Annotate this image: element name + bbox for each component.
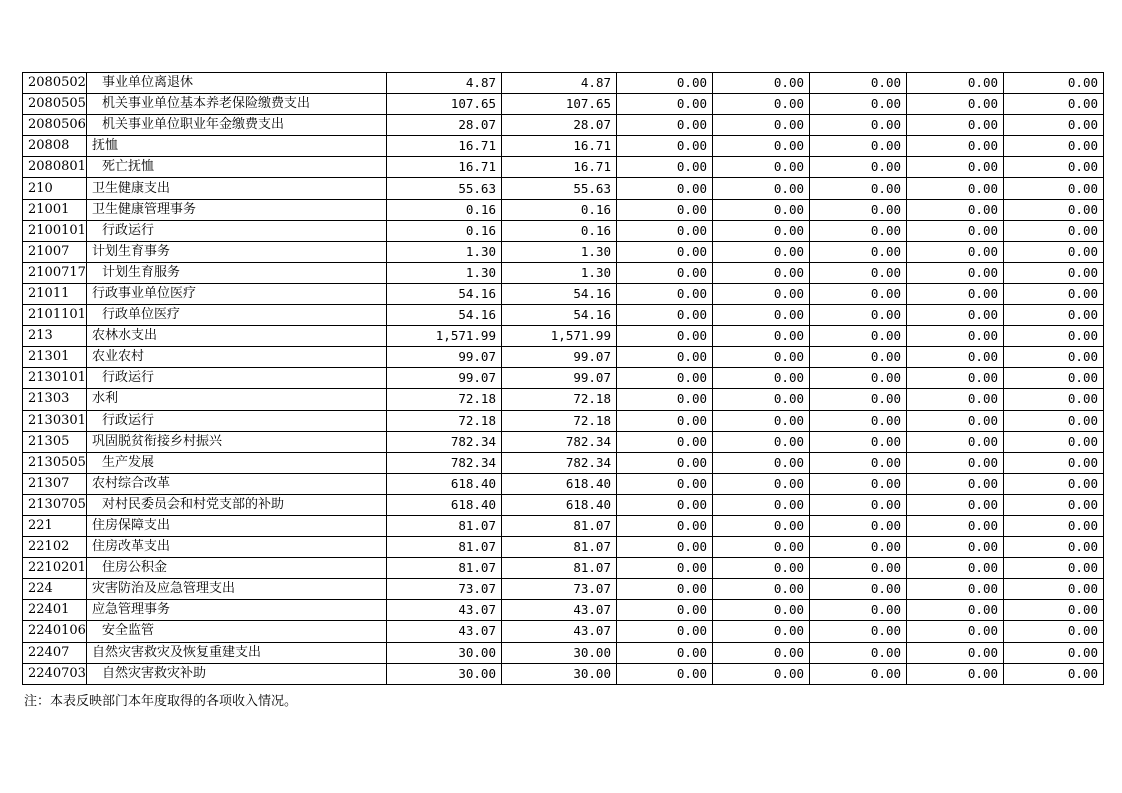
table-row	[23, 241, 1104, 262]
subject-name-cell: 住房改革支出	[87, 537, 387, 558]
table-row	[23, 600, 1104, 621]
subject-code-cell: 224	[23, 579, 87, 600]
fiscal-allocation-cell: 0.16	[502, 199, 617, 220]
col6-amount-cell: 0.00	[907, 579, 1004, 600]
total-amount-cell: 54.16	[387, 283, 502, 304]
total-amount-cell: 4.87	[387, 73, 502, 94]
table-row	[23, 136, 1104, 157]
fiscal-allocation-cell: 73.07	[502, 579, 617, 600]
col4-amount-cell: 0.00	[713, 157, 810, 178]
col4-amount-cell: 0.00	[713, 579, 810, 600]
subject-code-cell: 21307	[23, 473, 87, 494]
subject-code-cell: 213	[23, 326, 87, 347]
subject-name-cell: 机关事业单位基本养老保险缴费支出	[87, 94, 387, 115]
col5-amount-cell: 0.00	[810, 368, 907, 389]
fiscal-allocation-cell: 1,571.99	[502, 326, 617, 347]
col5-amount-cell: 0.00	[810, 220, 907, 241]
subject-name-cell: 事业单位离退休	[87, 73, 387, 94]
col6-amount-cell: 0.00	[907, 262, 1004, 283]
col7-amount-cell: 0.00	[1004, 178, 1104, 199]
table-row	[23, 157, 1104, 178]
col7-amount-cell: 0.00	[1004, 579, 1104, 600]
table-row	[23, 73, 1104, 94]
col7-amount-cell: 0.00	[1004, 283, 1104, 304]
total-amount-cell: 618.40	[387, 473, 502, 494]
col3-amount-cell: 0.00	[617, 178, 713, 199]
col4-amount-cell: 0.00	[713, 283, 810, 304]
subject-code-cell: 21007	[23, 241, 87, 262]
col6-amount-cell: 0.00	[907, 642, 1004, 663]
col5-amount-cell: 0.00	[810, 537, 907, 558]
total-amount-cell: 30.00	[387, 663, 502, 684]
table-row	[23, 283, 1104, 304]
total-amount-cell: 0.16	[387, 199, 502, 220]
table-row	[23, 473, 1104, 494]
subject-name-cell: 行政运行	[87, 220, 387, 241]
col6-amount-cell: 0.00	[907, 452, 1004, 473]
subject-name-cell: 自然灾害救灾补助	[87, 663, 387, 684]
col5-amount-cell: 0.00	[810, 410, 907, 431]
table-row	[23, 94, 1104, 115]
subject-name-cell: 水利	[87, 389, 387, 410]
col5-amount-cell: 0.00	[810, 199, 907, 220]
col5-amount-cell: 0.00	[810, 326, 907, 347]
col5-amount-cell: 0.00	[810, 283, 907, 304]
col3-amount-cell: 0.00	[617, 600, 713, 621]
total-amount-cell: 43.07	[387, 600, 502, 621]
col7-amount-cell: 0.00	[1004, 642, 1104, 663]
subject-code-cell: 210	[23, 178, 87, 199]
col6-amount-cell: 0.00	[907, 621, 1004, 642]
col3-amount-cell: 0.00	[617, 473, 713, 494]
total-amount-cell: 16.71	[387, 136, 502, 157]
col6-amount-cell: 0.00	[907, 558, 1004, 579]
fiscal-allocation-cell: 782.34	[502, 452, 617, 473]
col3-amount-cell: 0.00	[617, 389, 713, 410]
fiscal-allocation-cell: 43.07	[502, 600, 617, 621]
subject-code-cell: 21305	[23, 431, 87, 452]
col4-amount-cell: 0.00	[713, 262, 810, 283]
col7-amount-cell: 0.00	[1004, 136, 1104, 157]
fiscal-allocation-cell: 43.07	[502, 621, 617, 642]
col5-amount-cell: 0.00	[810, 157, 907, 178]
subject-name-cell: 死亡抚恤	[87, 157, 387, 178]
total-amount-cell: 55.63	[387, 178, 502, 199]
col6-amount-cell: 0.00	[907, 220, 1004, 241]
fiscal-allocation-cell: 30.00	[502, 642, 617, 663]
table-row	[23, 515, 1104, 536]
col7-amount-cell: 0.00	[1004, 389, 1104, 410]
fiscal-allocation-cell: 28.07	[502, 115, 617, 136]
col6-amount-cell: 0.00	[907, 431, 1004, 452]
subject-name-cell: 住房公积金	[87, 558, 387, 579]
col4-amount-cell: 0.00	[713, 199, 810, 220]
col7-amount-cell: 0.00	[1004, 473, 1104, 494]
col5-amount-cell: 0.00	[810, 262, 907, 283]
table-row	[23, 262, 1104, 283]
fiscal-allocation-cell: 54.16	[502, 283, 617, 304]
col6-amount-cell: 0.00	[907, 199, 1004, 220]
col7-amount-cell: 0.00	[1004, 241, 1104, 262]
col7-amount-cell: 0.00	[1004, 600, 1104, 621]
fiscal-allocation-cell: 99.07	[502, 368, 617, 389]
total-amount-cell: 81.07	[387, 558, 502, 579]
col3-amount-cell: 0.00	[617, 494, 713, 515]
total-amount-cell: 81.07	[387, 515, 502, 536]
col5-amount-cell: 0.00	[810, 136, 907, 157]
col4-amount-cell: 0.00	[713, 600, 810, 621]
total-amount-cell: 16.71	[387, 157, 502, 178]
col3-amount-cell: 0.00	[617, 663, 713, 684]
col6-amount-cell: 0.00	[907, 115, 1004, 136]
fiscal-allocation-cell: 1.30	[502, 241, 617, 262]
subject-name-cell: 卫生健康支出	[87, 178, 387, 199]
total-amount-cell: 107.65	[387, 94, 502, 115]
col5-amount-cell: 0.00	[810, 600, 907, 621]
col7-amount-cell: 0.00	[1004, 537, 1104, 558]
col4-amount-cell: 0.00	[713, 73, 810, 94]
col3-amount-cell: 0.00	[617, 579, 713, 600]
col4-amount-cell: 0.00	[713, 663, 810, 684]
table-row	[23, 368, 1104, 389]
subject-code-cell: 2130101	[23, 368, 87, 389]
col6-amount-cell: 0.00	[907, 326, 1004, 347]
total-amount-cell: 72.18	[387, 389, 502, 410]
col4-amount-cell: 0.00	[713, 326, 810, 347]
fiscal-allocation-cell: 16.71	[502, 136, 617, 157]
subject-code-cell: 2240703	[23, 663, 87, 684]
subject-code-cell: 2240106	[23, 621, 87, 642]
col7-amount-cell: 0.00	[1004, 452, 1104, 473]
subject-name-cell: 卫生健康管理事务	[87, 199, 387, 220]
subject-name-cell: 巩固脱贫衔接乡村振兴	[87, 431, 387, 452]
col4-amount-cell: 0.00	[713, 136, 810, 157]
col6-amount-cell: 0.00	[907, 94, 1004, 115]
col7-amount-cell: 0.00	[1004, 115, 1104, 136]
col5-amount-cell: 0.00	[810, 241, 907, 262]
table-row	[23, 642, 1104, 663]
table-row	[23, 663, 1104, 684]
col7-amount-cell: 0.00	[1004, 494, 1104, 515]
col6-amount-cell: 0.00	[907, 283, 1004, 304]
subject-name-cell: 行政单位医疗	[87, 305, 387, 326]
col3-amount-cell: 0.00	[617, 199, 713, 220]
col7-amount-cell: 0.00	[1004, 262, 1104, 283]
subject-code-cell: 21301	[23, 347, 87, 368]
col4-amount-cell: 0.00	[713, 642, 810, 663]
subject-code-cell: 21303	[23, 389, 87, 410]
subject-name-cell: 灾害防治及应急管理支出	[87, 579, 387, 600]
col4-amount-cell: 0.00	[713, 220, 810, 241]
table-footnote: 注：本表反映部门本年度取得的各项收入情况。	[24, 694, 298, 709]
table-row	[23, 537, 1104, 558]
col6-amount-cell: 0.00	[907, 157, 1004, 178]
col5-amount-cell: 0.00	[810, 452, 907, 473]
col4-amount-cell: 0.00	[713, 368, 810, 389]
col7-amount-cell: 0.00	[1004, 515, 1104, 536]
col5-amount-cell: 0.00	[810, 663, 907, 684]
total-amount-cell: 54.16	[387, 305, 502, 326]
fiscal-allocation-cell: 107.65	[502, 94, 617, 115]
table-row	[23, 431, 1104, 452]
col6-amount-cell: 0.00	[907, 347, 1004, 368]
table-row	[23, 326, 1104, 347]
subject-name-cell: 自然灾害救灾及恢复重建支出	[87, 642, 387, 663]
subject-code-cell: 2101101	[23, 305, 87, 326]
subject-code-cell: 2080506	[23, 115, 87, 136]
table-body	[23, 73, 1104, 685]
subject-code-cell: 2130705	[23, 494, 87, 515]
budget-table	[22, 72, 1104, 685]
total-amount-cell: 73.07	[387, 579, 502, 600]
col3-amount-cell: 0.00	[617, 326, 713, 347]
col5-amount-cell: 0.00	[810, 579, 907, 600]
col4-amount-cell: 0.00	[713, 410, 810, 431]
col5-amount-cell: 0.00	[810, 494, 907, 515]
col4-amount-cell: 0.00	[713, 515, 810, 536]
subject-name-cell: 住房保障支出	[87, 515, 387, 536]
col3-amount-cell: 0.00	[617, 431, 713, 452]
subject-code-cell: 221	[23, 515, 87, 536]
total-amount-cell: 28.07	[387, 115, 502, 136]
col3-amount-cell: 0.00	[617, 537, 713, 558]
col7-amount-cell: 0.00	[1004, 431, 1104, 452]
col5-amount-cell: 0.00	[810, 473, 907, 494]
subject-code-cell: 22401	[23, 600, 87, 621]
col5-amount-cell: 0.00	[810, 115, 907, 136]
fiscal-allocation-cell: 618.40	[502, 473, 617, 494]
col3-amount-cell: 0.00	[617, 157, 713, 178]
col6-amount-cell: 0.00	[907, 473, 1004, 494]
table-row	[23, 115, 1104, 136]
col3-amount-cell: 0.00	[617, 515, 713, 536]
table-row	[23, 410, 1104, 431]
col5-amount-cell: 0.00	[810, 347, 907, 368]
col4-amount-cell: 0.00	[713, 431, 810, 452]
col3-amount-cell: 0.00	[617, 283, 713, 304]
col6-amount-cell: 0.00	[907, 537, 1004, 558]
subject-code-cell: 2130301	[23, 410, 87, 431]
col3-amount-cell: 0.00	[617, 262, 713, 283]
col7-amount-cell: 0.00	[1004, 199, 1104, 220]
total-amount-cell: 81.07	[387, 537, 502, 558]
total-amount-cell: 30.00	[387, 642, 502, 663]
total-amount-cell: 1.30	[387, 262, 502, 283]
subject-code-cell: 2080801	[23, 157, 87, 178]
subject-name-cell: 农林水支出	[87, 326, 387, 347]
col7-amount-cell: 0.00	[1004, 368, 1104, 389]
col7-amount-cell: 0.00	[1004, 73, 1104, 94]
subject-name-cell: 应急管理事务	[87, 600, 387, 621]
col3-amount-cell: 0.00	[617, 241, 713, 262]
col3-amount-cell: 0.00	[617, 410, 713, 431]
col3-amount-cell: 0.00	[617, 621, 713, 642]
col4-amount-cell: 0.00	[713, 347, 810, 368]
table-row	[23, 178, 1104, 199]
col3-amount-cell: 0.00	[617, 452, 713, 473]
fiscal-allocation-cell: 618.40	[502, 494, 617, 515]
table-row	[23, 305, 1104, 326]
total-amount-cell: 1.30	[387, 241, 502, 262]
col3-amount-cell: 0.00	[617, 136, 713, 157]
col4-amount-cell: 0.00	[713, 558, 810, 579]
subject-name-cell: 对村民委员会和村党支部的补助	[87, 494, 387, 515]
col5-amount-cell: 0.00	[810, 558, 907, 579]
fiscal-allocation-cell: 72.18	[502, 410, 617, 431]
total-amount-cell: 99.07	[387, 347, 502, 368]
total-amount-cell: 72.18	[387, 410, 502, 431]
col6-amount-cell: 0.00	[907, 494, 1004, 515]
subject-code-cell: 20808	[23, 136, 87, 157]
subject-name-cell: 抚恤	[87, 136, 387, 157]
subject-code-cell: 2210201	[23, 558, 87, 579]
col7-amount-cell: 0.00	[1004, 663, 1104, 684]
col4-amount-cell: 0.00	[713, 473, 810, 494]
col7-amount-cell: 0.00	[1004, 621, 1104, 642]
col6-amount-cell: 0.00	[907, 389, 1004, 410]
subject-name-cell: 计划生育事务	[87, 241, 387, 262]
subject-code-cell: 22102	[23, 537, 87, 558]
fiscal-allocation-cell: 72.18	[502, 389, 617, 410]
col4-amount-cell: 0.00	[713, 621, 810, 642]
col4-amount-cell: 0.00	[713, 241, 810, 262]
fiscal-allocation-cell: 99.07	[502, 347, 617, 368]
col5-amount-cell: 0.00	[810, 389, 907, 410]
subject-name-cell: 安全监管	[87, 621, 387, 642]
col4-amount-cell: 0.00	[713, 305, 810, 326]
total-amount-cell: 1,571.99	[387, 326, 502, 347]
fiscal-allocation-cell: 0.16	[502, 220, 617, 241]
col7-amount-cell: 0.00	[1004, 326, 1104, 347]
col6-amount-cell: 0.00	[907, 368, 1004, 389]
fiscal-allocation-cell: 16.71	[502, 157, 617, 178]
col5-amount-cell: 0.00	[810, 621, 907, 642]
col3-amount-cell: 0.00	[617, 115, 713, 136]
fiscal-allocation-cell: 81.07	[502, 515, 617, 536]
subject-code-cell: 2080505	[23, 94, 87, 115]
subject-name-cell: 行政事业单位医疗	[87, 283, 387, 304]
subject-code-cell: 2100717	[23, 262, 87, 283]
table-row	[23, 389, 1104, 410]
col3-amount-cell: 0.00	[617, 368, 713, 389]
fiscal-allocation-cell: 30.00	[502, 663, 617, 684]
fiscal-allocation-cell: 1.30	[502, 262, 617, 283]
col5-amount-cell: 0.00	[810, 178, 907, 199]
col3-amount-cell: 0.00	[617, 642, 713, 663]
subject-code-cell: 2080502	[23, 73, 87, 94]
col7-amount-cell: 0.00	[1004, 347, 1104, 368]
total-amount-cell: 99.07	[387, 368, 502, 389]
total-amount-cell: 618.40	[387, 494, 502, 515]
col3-amount-cell: 0.00	[617, 305, 713, 326]
col6-amount-cell: 0.00	[907, 305, 1004, 326]
col6-amount-cell: 0.00	[907, 178, 1004, 199]
subject-name-cell: 机关事业单位职业年金缴费支出	[87, 115, 387, 136]
col5-amount-cell: 0.00	[810, 94, 907, 115]
col3-amount-cell: 0.00	[617, 558, 713, 579]
col5-amount-cell: 0.00	[810, 73, 907, 94]
total-amount-cell: 0.16	[387, 220, 502, 241]
col7-amount-cell: 0.00	[1004, 220, 1104, 241]
table-row	[23, 579, 1104, 600]
table-row	[23, 199, 1104, 220]
col4-amount-cell: 0.00	[713, 178, 810, 199]
table-row	[23, 220, 1104, 241]
subject-name-cell: 农业农村	[87, 347, 387, 368]
col7-amount-cell: 0.00	[1004, 157, 1104, 178]
col3-amount-cell: 0.00	[617, 347, 713, 368]
col4-amount-cell: 0.00	[713, 452, 810, 473]
col4-amount-cell: 0.00	[713, 389, 810, 410]
table-row	[23, 621, 1104, 642]
col6-amount-cell: 0.00	[907, 663, 1004, 684]
col3-amount-cell: 0.00	[617, 94, 713, 115]
subject-name-cell: 行政运行	[87, 368, 387, 389]
fiscal-allocation-cell: 55.63	[502, 178, 617, 199]
subject-name-cell: 计划生育服务	[87, 262, 387, 283]
col5-amount-cell: 0.00	[810, 305, 907, 326]
subject-code-cell: 2130505	[23, 452, 87, 473]
col7-amount-cell: 0.00	[1004, 305, 1104, 326]
fiscal-allocation-cell: 81.07	[502, 537, 617, 558]
col6-amount-cell: 0.00	[907, 136, 1004, 157]
col5-amount-cell: 0.00	[810, 642, 907, 663]
fiscal-allocation-cell: 782.34	[502, 431, 617, 452]
table-row	[23, 494, 1104, 515]
col6-amount-cell: 0.00	[907, 515, 1004, 536]
fiscal-allocation-cell: 4.87	[502, 73, 617, 94]
col6-amount-cell: 0.00	[907, 241, 1004, 262]
subject-code-cell: 21001	[23, 199, 87, 220]
col6-amount-cell: 0.00	[907, 73, 1004, 94]
subject-code-cell: 22407	[23, 642, 87, 663]
col7-amount-cell: 0.00	[1004, 94, 1104, 115]
subject-name-cell: 行政运行	[87, 410, 387, 431]
fiscal-allocation-cell: 81.07	[502, 558, 617, 579]
subject-name-cell: 农村综合改革	[87, 473, 387, 494]
col6-amount-cell: 0.00	[907, 600, 1004, 621]
col4-amount-cell: 0.00	[713, 94, 810, 115]
col4-amount-cell: 0.00	[713, 115, 810, 136]
col4-amount-cell: 0.00	[713, 494, 810, 515]
table-row	[23, 347, 1104, 368]
subject-code-cell: 2100101	[23, 220, 87, 241]
table-row	[23, 452, 1104, 473]
col5-amount-cell: 0.00	[810, 515, 907, 536]
subject-name-cell: 生产发展	[87, 452, 387, 473]
table-row	[23, 558, 1104, 579]
total-amount-cell: 782.34	[387, 452, 502, 473]
col3-amount-cell: 0.00	[617, 73, 713, 94]
col7-amount-cell: 0.00	[1004, 410, 1104, 431]
col5-amount-cell: 0.00	[810, 431, 907, 452]
total-amount-cell: 43.07	[387, 621, 502, 642]
col4-amount-cell: 0.00	[713, 537, 810, 558]
col7-amount-cell: 0.00	[1004, 558, 1104, 579]
col3-amount-cell: 0.00	[617, 220, 713, 241]
col6-amount-cell: 0.00	[907, 410, 1004, 431]
total-amount-cell: 782.34	[387, 431, 502, 452]
subject-code-cell: 21011	[23, 283, 87, 304]
fiscal-allocation-cell: 54.16	[502, 305, 617, 326]
